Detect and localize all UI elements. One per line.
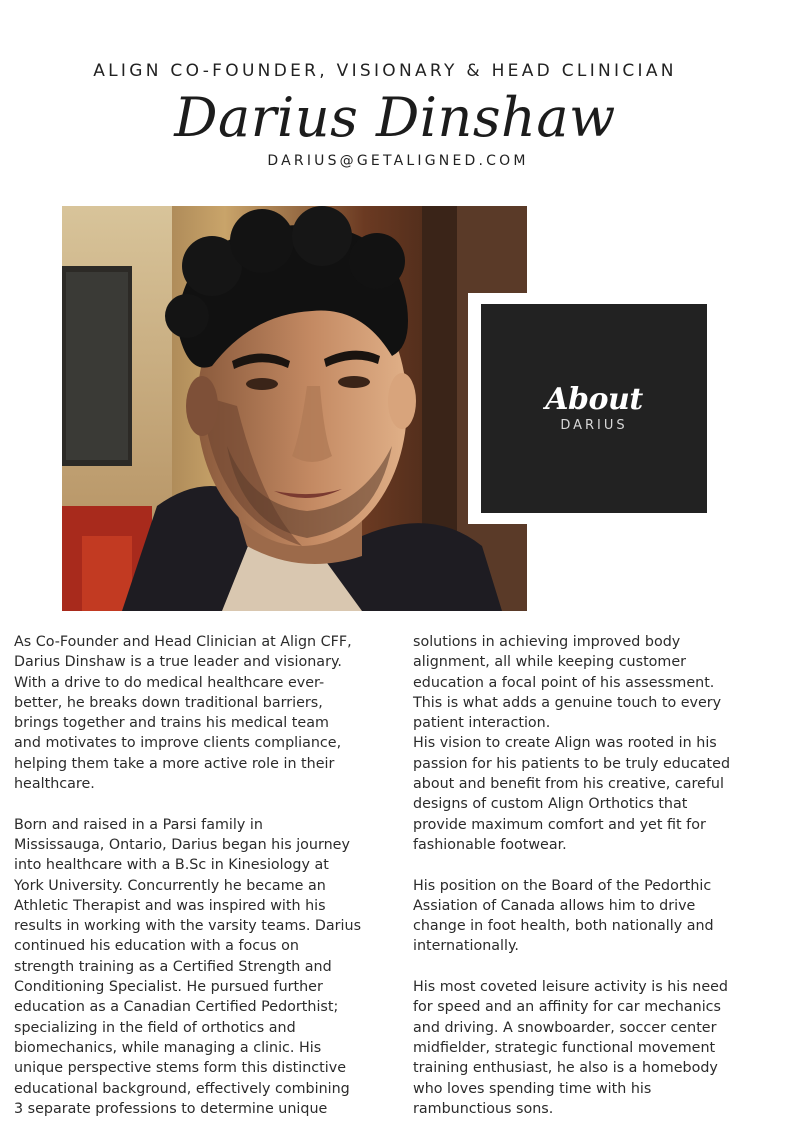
bio-line: Athletic Therapist and was inspired with his <box>14 897 326 914</box>
bio-line: specializing in the field of orthotics and <box>14 1019 296 1036</box>
portrait-photo <box>62 206 527 611</box>
bio-line: designs of custom Align Orthotics that <box>413 796 688 813</box>
bio-line: about and benefit from his creative, careful <box>413 776 724 793</box>
bio-line: biomechanics, while managing a clinic. His <box>14 1039 322 1056</box>
bio-line: unique perspective stems form this distinctive <box>14 1060 346 1077</box>
bio-line: provide maximum comfort and yet fit for <box>413 816 706 833</box>
bio-line: York University. Concurrently he became an <box>14 877 326 894</box>
page-subtitle: ALIGN CO-FOUNDER, VISIONARY & HEAD CLINICIAN <box>93 61 677 81</box>
bio-line: As Co-Founder and Head Clinician at Align CFF, <box>14 634 352 650</box>
bio-line: continued his education with a focus on <box>14 938 299 955</box>
bio-line: educational background, effectively combining <box>14 1080 350 1097</box>
paragraph-spacer <box>14 794 399 814</box>
bio-line: fashionable footwear. <box>413 836 567 853</box>
bio-right-column <box>413 632 783 1119</box>
bio-line: passion for his patients to be truly educated <box>413 755 731 772</box>
about-subtitle: DARIUS <box>560 418 628 433</box>
bio-line: solutions in achieving improved body <box>413 634 681 650</box>
paragraph-spacer <box>413 957 783 977</box>
bio-line: who loves spending time with his <box>413 1080 652 1097</box>
bio-line: and driving. A snowboarder, soccer center <box>413 1019 717 1036</box>
bio-line: Born and raised in a Parsi family in <box>14 816 263 833</box>
bio-line: Conditioning Specialist. He pursued further <box>14 979 323 996</box>
bio-line: internationally. <box>413 938 519 955</box>
bio-line: Darius Dinshaw is a true leader and visionary. <box>14 654 342 671</box>
paragraph-spacer <box>413 855 783 875</box>
bio-line: healthcare. <box>14 776 95 793</box>
bio-line: helping them take a more active role in their <box>14 755 335 772</box>
bio-line: 3 separate professions to determine unique <box>14 1100 328 1117</box>
about-title: About <box>545 382 643 417</box>
bio-line: strength training as a Certified Strength and <box>14 958 332 975</box>
bio-line: With a drive to do medical healthcare ever- <box>14 674 325 691</box>
page-title: Darius Dinshaw <box>174 86 616 149</box>
bio-line: education as a Canadian Certified Pedorthist; <box>14 999 339 1016</box>
bio-line: His most coveted leisure activity is his need <box>413 979 728 996</box>
email-address[interactable]: DARIUS@GETALIGNED.COM <box>267 153 529 169</box>
bio-line: and motivates to improve clients compliance, <box>14 735 342 752</box>
bio-line: better, he breaks down traditional barriers, <box>14 694 323 711</box>
bio-line: Mississauga, Ontario, Darius began his journey <box>14 836 350 853</box>
bio-line: alignment, all while keeping customer <box>413 654 687 671</box>
bio-line: midfielder, strategic functional movement <box>413 1039 716 1056</box>
bio-line: training enthusiast, he also is a homebody <box>413 1060 718 1077</box>
bio-line: This is what adds a genuine touch to every <box>413 694 722 711</box>
bio-line: for speed and an affinity for car mechanics <box>413 999 721 1016</box>
bio-line: Assiation of Canada allows him to drive <box>413 897 696 914</box>
bio-line: His position on the Board of the Pedorthic <box>413 877 712 894</box>
bio-line: brings together and trains his medical team <box>14 715 329 732</box>
bio-line: results in working with the varsity teams. Darius <box>14 918 362 935</box>
bio-line: His vision to create Align was rooted in his <box>413 735 717 752</box>
bio-line: patient interaction. <box>413 715 551 732</box>
bio-line: rambunctious sons. <box>413 1100 554 1117</box>
bio-line: education a focal point of his assessment. <box>413 674 715 691</box>
bio-line: change in foot health, both nationally and <box>413 918 714 935</box>
bio-line: into healthcare with a B.Sc in Kinesiology at <box>14 857 329 874</box>
bio-left-column <box>14 632 399 1119</box>
about-card <box>481 304 707 513</box>
